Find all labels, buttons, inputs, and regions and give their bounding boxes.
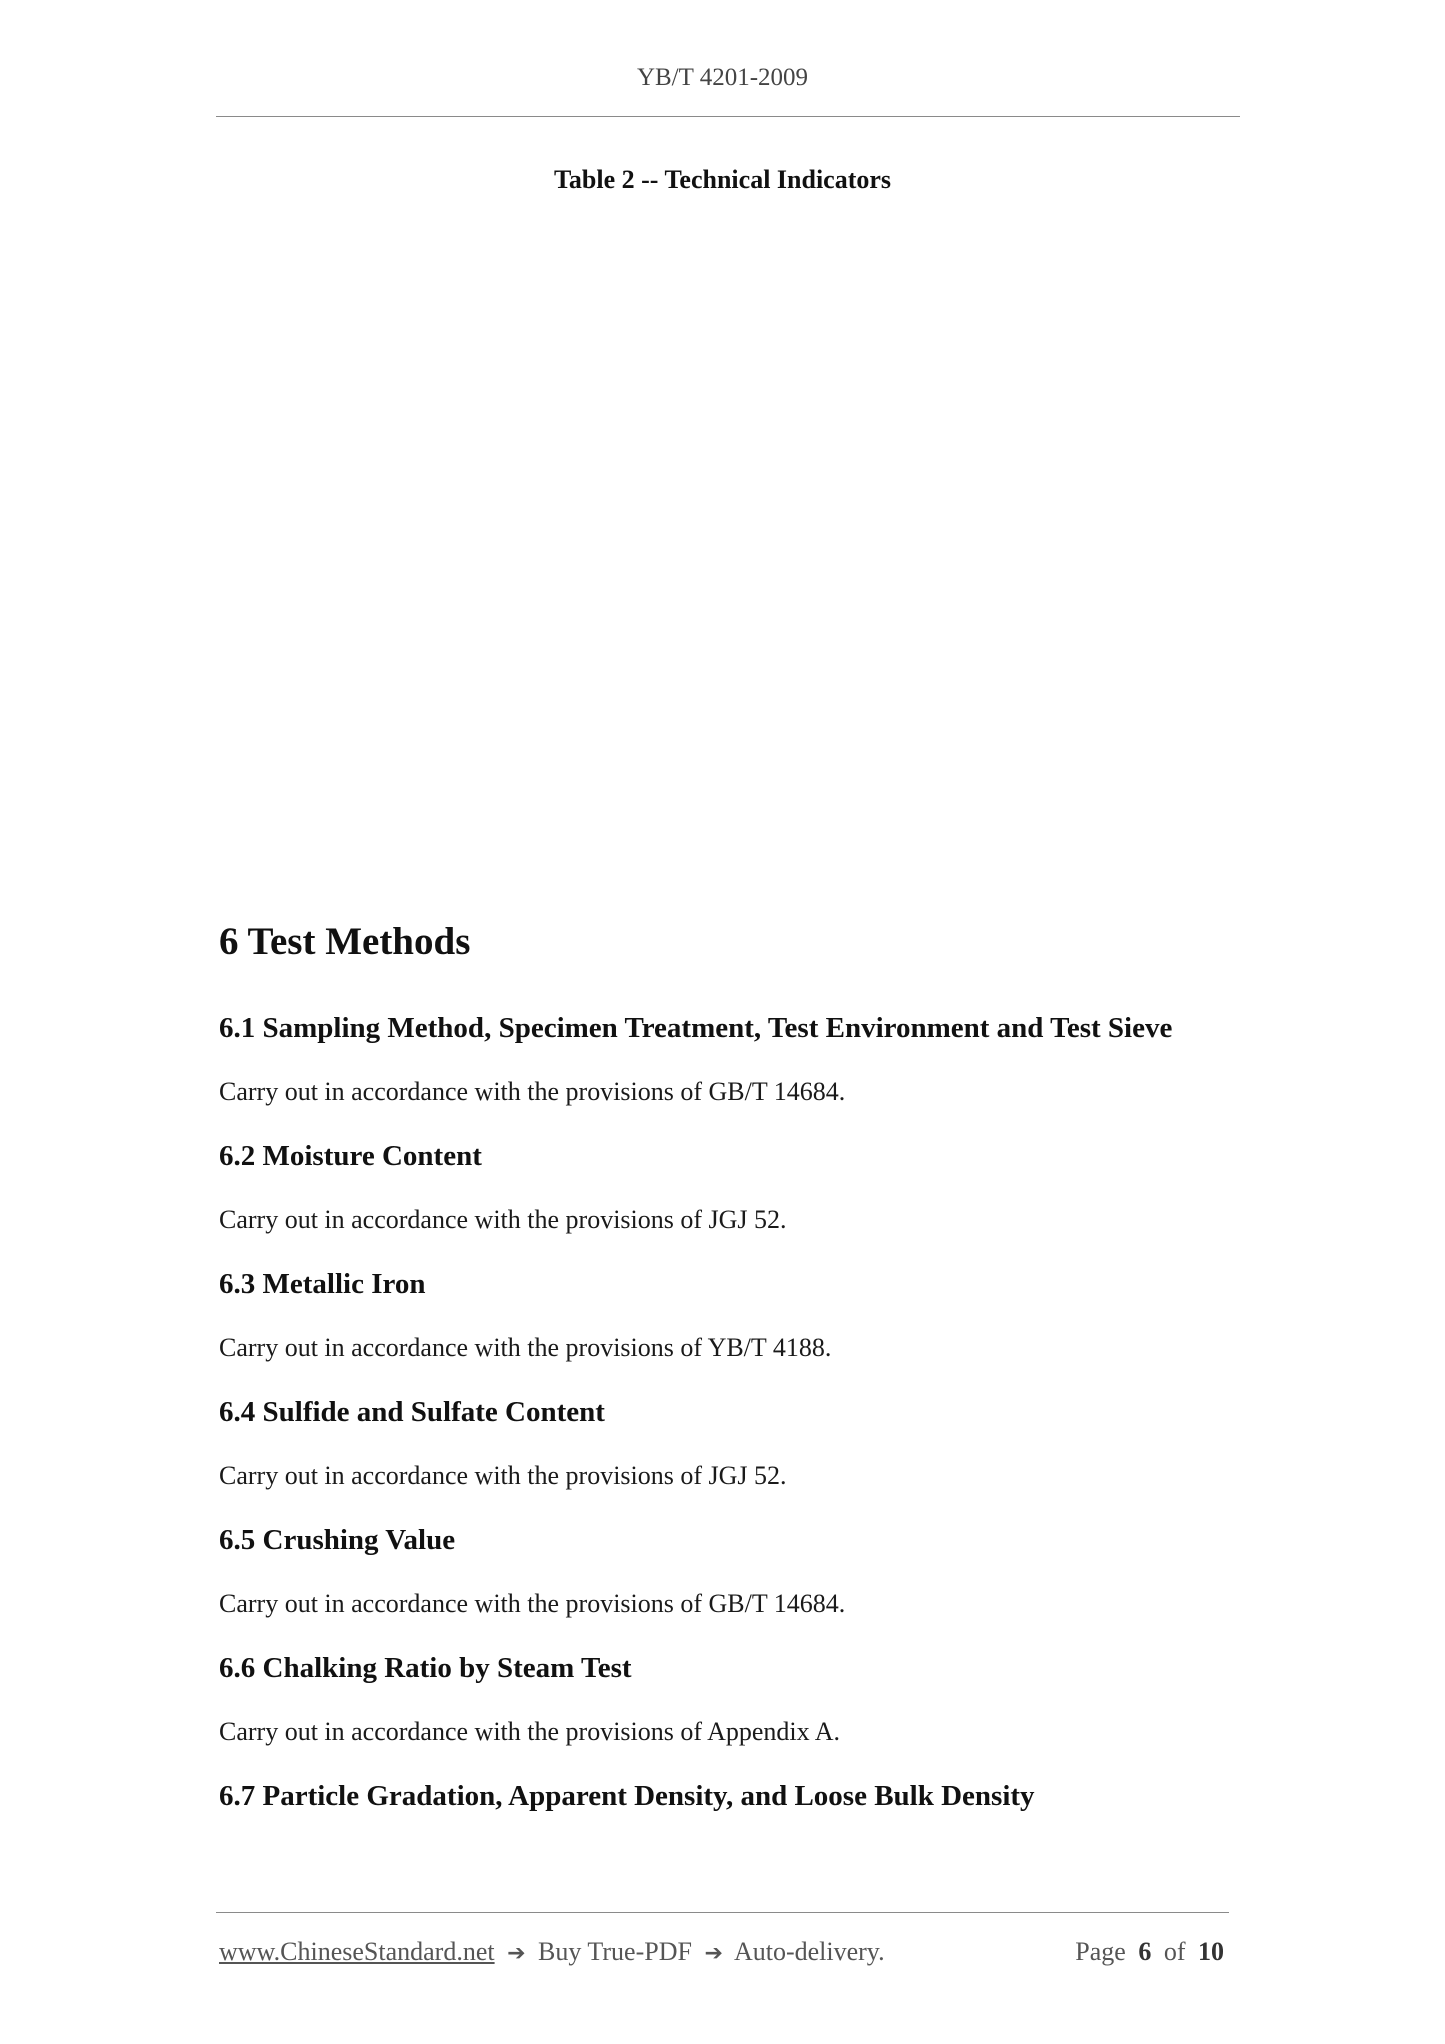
clause-heading: 6.7 Particle Gradation, Apparent Density, and Loose Bulk Density	[219, 1779, 1035, 1812]
page-total: 10	[1198, 1937, 1224, 1966]
clause-heading: 6.4 Sulfide and Sulfate Content	[219, 1395, 605, 1428]
right-arrow-icon: ➔	[507, 1941, 526, 1966]
clause-6-7	[219, 1779, 1239, 1814]
clause-6-3	[219, 1267, 1239, 1363]
document-code-header: YB/T 4201-2009	[636, 64, 809, 91]
clause-text: Carry out in accordance with the provisions of JGJ 52.	[219, 1204, 787, 1234]
right-arrow-icon: ➔	[704, 1941, 723, 1966]
section-heading: 6 Test Methods	[219, 920, 471, 963]
page-label: Page	[1075, 1937, 1126, 1966]
clause-heading: 6.5 Crushing Value	[219, 1523, 456, 1556]
clause-6-1	[219, 1011, 1239, 1107]
clause-6-4	[219, 1395, 1239, 1491]
table-blank-area	[216, 215, 1240, 895]
clause-text: Carry out in accordance with the provisions of YB/T 4188.	[219, 1332, 832, 1362]
clause-6-2	[219, 1139, 1239, 1235]
clause-heading: 6.2 Moisture Content	[219, 1139, 482, 1172]
clause-6-5	[219, 1523, 1239, 1619]
main-content	[219, 920, 1239, 1844]
clause-text: Carry out in accordance with the provisions of GB/T 14684.	[219, 1588, 846, 1618]
clause-heading: 6.1 Sampling Method, Specimen Treatment, Test Environment and Test Sieve	[219, 1011, 1173, 1044]
site-link[interactable]: www.ChineseStandard.net	[219, 1937, 495, 1966]
clause-text: Carry out in accordance with the provisions of Appendix A.	[219, 1716, 840, 1746]
footer-divider	[216, 1912, 1229, 1913]
page-of-label: of	[1163, 1937, 1186, 1966]
buy-true-pdf-text: Buy True-PDF	[538, 1937, 692, 1966]
page-current: 6	[1138, 1937, 1152, 1966]
clause-heading: 6.6 Chalking Ratio by Steam Test	[219, 1651, 632, 1684]
page-indicator	[1075, 1937, 1230, 1967]
clause-6-6	[219, 1651, 1239, 1747]
clause-text: Carry out in accordance with the provisions of GB/T 14684.	[219, 1076, 846, 1106]
clause-heading: 6.3 Metallic Iron	[219, 1267, 426, 1300]
table-caption: Table 2 -- Technical Indicators	[553, 165, 892, 194]
auto-delivery-text: Auto-delivery.	[733, 1937, 885, 1966]
clause-text: Carry out in accordance with the provisions of JGJ 52.	[219, 1460, 787, 1490]
header-divider	[216, 116, 1240, 117]
footer-promo	[219, 1937, 885, 1967]
